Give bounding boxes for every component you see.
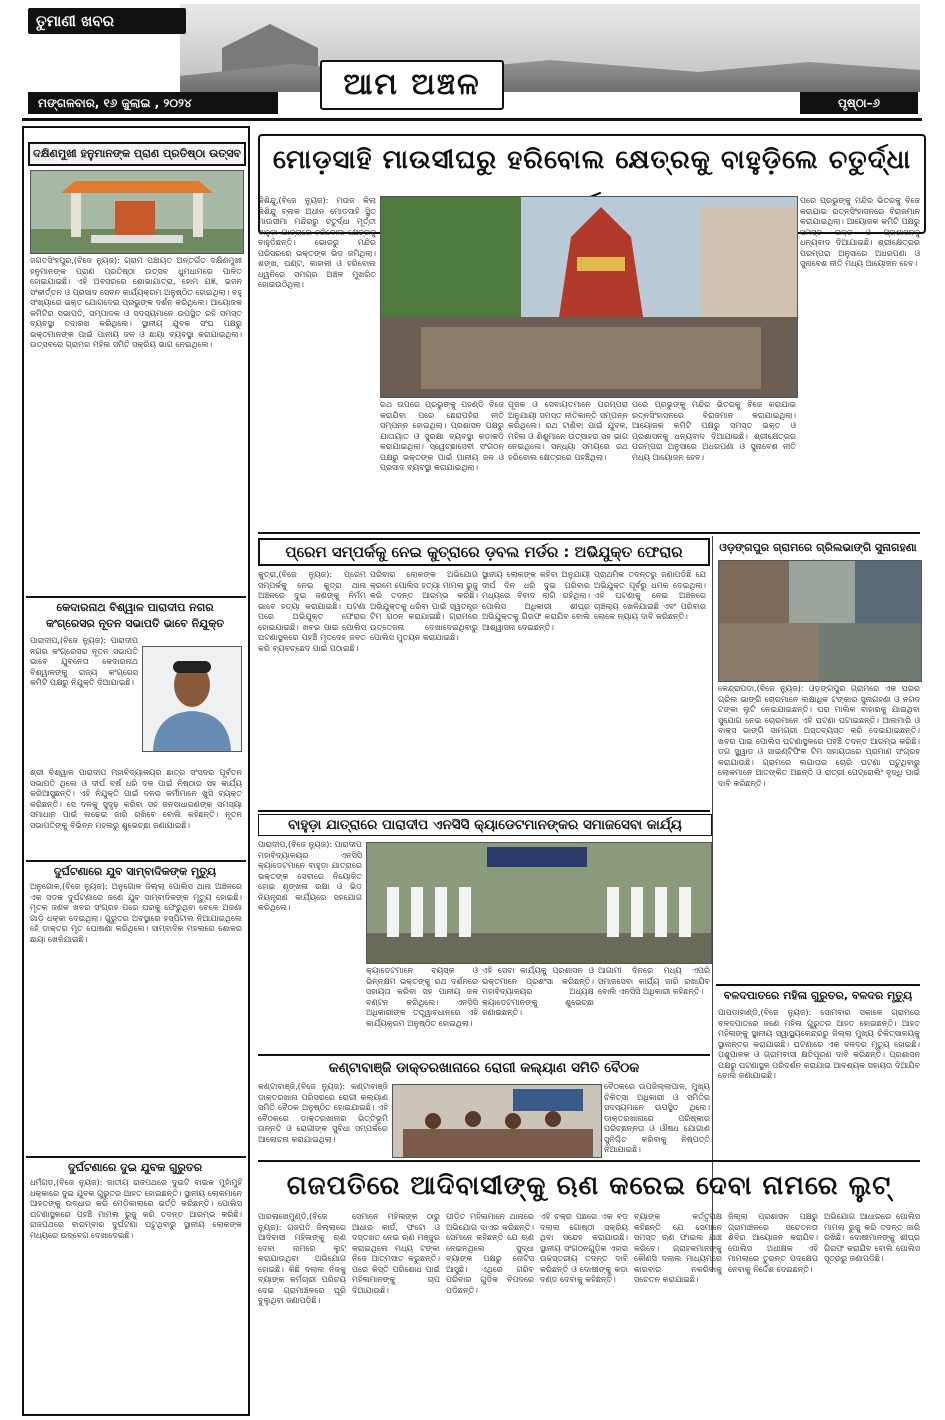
ncc-article-col2: କ୍ୟାଡେଟମାନେ ବୟସ୍କ ଓ ଭିନ୍ନକ୍ଷମ ଭକ୍ତଙ୍କୁ ରଥ ଦର୍ଶନରେ ସହାୟତା କରିବା ସହ ପାନୀୟ ଜଳ ବଣ୍ଟନ କରିଥିଲେ। ଏନସିସି ଅଧିକାରୀଙ୍କ ତତ୍ତ୍ୱାବଧାନରେ ଏହି କାର୍ଯ୍ୟକ୍ରମ ଅନୁଷ୍ଠିତ ହୋଇଥିଲା।	[366, 966, 478, 1028]
theft-headline: ଓଡ଼ଙ୍ଗପୁର ଗ୍ରାମରେ ଗ୍ରିଲଭାଙ୍ଗି ସୁନାଗହଣା	[719, 541, 917, 554]
ncc-article-col3: ଏହି ସେବା କାର୍ଯ୍ୟକୁ ପ୍ରଶାସନ ଓ ଭକ୍ତମାନେ ପ୍ରଶଂସା କରିଛନ୍ତି। ମହାବିଦ୍ୟାଳୟର ଅଧ୍ୟକ୍ଷ କ୍ୟାଡେଟମାନଙ୍କୁ ଶୁଭେଚ୍ଛା ଜଣାଇଛନ୍ତି।	[482, 966, 594, 1017]
section-rule	[26, 1156, 246, 1158]
hospital-headline: କଣ୍ଟାବାଞ୍ଜି ଡାକ୍ତରଖାନାରେ ରୋଗୀ କଲ୍ୟାଣ ସମିତି ବୈଠକ	[328, 1060, 640, 1076]
portrait-graphic	[143, 647, 241, 751]
lead-article-col4: ପରେ ପ୍ରଭୁଙ୍କୁ ମନ୍ଦିର ଭିତରକୁ ବିଜେ କରାଯାଇ ରତ୍ନସିଂହାସନରେ ବିରାଜମାନ କରାଯାଇଥିଲା। ଆୟୋଜକ କମିଟି ପକ୍ଷରୁ ସମସ୍ତ ଭକ୍ତ ଓ ପ୍ରଶାସନକୁ ଧନ୍ୟବାଦ ଦିଆଯାଇଛି। ଶ୍ରୀକ୍ଷେତ୍ରର ପରମ୍ପରା ଅନୁସାରେ ଅଧରପଣା ଓ ସୁନାବେଶ ନୀତି ମଧ୍ୟ ଆୟୋଜନ ହେବ।	[632, 400, 796, 462]
kedar-article-lead: ପାରାଦୀପ,(ବିଜେ ନ୍ୟୁଜ): ପାରାଦୀପ ନଗର କଂଗ୍ରେସର ନୂତନ ସଭାପତି ଭାବେ ଯୁବନେତା କେଦାରନାଥ ବିଶ୍ୱାଳଙ୍କୁ ରାଜ୍ୟ କଂଗ୍ରେସ କମିଟି ପକ୍ଷରୁ ନିଯୁକ୍ତି ଦିଆଯାଇଛି।	[30, 636, 138, 687]
accident2-article-body: ଧର୍ମଗଡ଼,(ବିଜେ ନ୍ୟୁଜ): ଜାତୀୟ ରାଜପଥରେ ଦୁଇଟି ବାଇକ ମୁହାଁମୁହିଁ ଧକ୍କାରେ ଦୁଇ ଯୁବକ ଗୁରୁତର ଆହତ ହୋଇଛନ୍ତି। ସ୍ଥାନୀୟ ଲୋକମାନେ ଆହତଙ୍କୁ ଉଦ୍ଧାର କରି ମେଡ଼ିକାଲରେ ଭର୍ତ୍ତି କରିଛନ୍ତି। ପୋଲିସ ଘଟଣାସ୍ଥଳରେ ପହଞ୍ଚି ମାମଲା ରୁଜୁ କରି ତଦନ୍ତ ଆରମ୍ଭ କରିଛି। ରାଜପଥରେ ବାରମ୍ବାର ଦୁର୍ଘଟଣା ଘଟୁଥିବାରୁ ସ୍ଥାନୀୟ ଲୋକଙ୍କ ମଧ୍ୟରେ ଉଦ୍‌ବେଗ ଦେଖାଦେଇଛି।	[30, 1178, 242, 1240]
theft-scene-photo	[718, 560, 922, 682]
gajapati-col6: ଜିଲ୍ଲା ପ୍ରଶାସନ ପକ୍ଷରୁ ଗ୍ରାମାଞ୍ଚଳରେ ସଚେତନତା ଶିବିର ଆୟୋଜନ କରାଯିବ। ପୋଲିସ ଅଧୀକ୍ଷକ ଏହି ମାମଲାରେ ତୁରନ୍ତ ପଦକ୍ଷେପ ନେବାକୁ ନିର୍ଦ୍ଦେଶ ଦେଇଛନ୍ତି।	[728, 1212, 818, 1274]
murder-article-col3: ସ୍ଥାନୀୟ ଲୋକଙ୍କ କହିବା ଅନୁଯାୟୀ ଦୀର୍ଘ ଦିନ ଧରି ଦୁଇ ପରିବାର ମଧ୍ୟରେ ବିବାଦ ଲାଗି ରହିଥିଲା। ପୋଲିସ ଅଧିକାରୀ ଶୀଘ୍ର ଅଭିଯୁକ୍ତକୁ ଗିରଫ କରାଯିବ ବୋଲି ଆଶ୍ୱାସନା ଦେଇଛନ୍ତି।	[482, 570, 590, 632]
section-title: ଆମ ଅଞ୍ଚଳ	[320, 60, 504, 110]
section-rule	[258, 1054, 710, 1056]
page-number: ପୃଷ୍ଠା–୬	[800, 92, 918, 114]
hanuman-headline: ଦକ୍ଷିଣମୁଖୀ ହନୁମାନଙ୍କ ପ୍ରାଣ ପ୍ରତିଷ୍ଠା ଉତ୍ସବ	[28, 142, 246, 166]
hospital-article-col2: ବୈଠକରେ ଉପଜିଲ୍ଲାପାଳ, ମୁଖ୍ୟ ଚିକିତ୍ସା ଅଧିକାରୀ ଓ ସମିତିର ସଦସ୍ୟମାନେ ଉପସ୍ଥିତ ଥିଲେ। ଡାକ୍ତରଖାନାରେ ପରିଷ୍କାର ପରିଚ୍ଛନ୍ନତା ଓ ଔଷଧ ଯୋଗାଣ ସୁନିଶ୍ଚିତ କରିବାକୁ ନିଷ୍ପତ୍ତି ନିଆଯାଇଛି।	[604, 1082, 710, 1154]
ncc-headline: ବାହୁଡ଼ା ଯାତ୍ରାରେ ପାରାଦୀପ ଏନସିସି କ୍ୟାଡେଟମାନଙ୍କର ସମାଜସେବା କାର୍ଯ୍ୟ	[258, 814, 712, 836]
temple-photo-graphic	[31, 171, 243, 253]
accident1-headline: ଦୁର୍ଘଟଣାରେ ଯୁବ ସାମ୍ବାଦିକଙ୍କ ମୃତ୍ୟୁ	[53, 865, 217, 878]
gajapati-col3: ପୀଡ଼ିତ ମହିଳାମାନେ ଥାନାରେ ଅଭିଯୋଗ ଦାଏର କରିଛନ୍ତି। ସେମାନେ କହିଛନ୍ତି ଯେ ଋଣ ନେଇନଥିଲେ ସୁଦ୍ଧା ବ୍ୟାଙ୍କ ପକ୍ଷରୁ ନୋଟିସ ଆସୁଛି। ଏଥିରେ ଗରିବ ପରିବାର ଗୁଡ଼ିକ ବିପଦରେ ପଡ଼ିଛନ୍ତି।	[446, 1212, 534, 1295]
lead-article-col1: କିଶିନ୍ଦୁ,(ବିଜେ ନ୍ୟୁଜ): ମଉଜ କିଲା କିଶିନ୍ଦୁ ବ୍ଲକ ଅଧୀନ ମୋଡ଼ସାହି ସ୍ଥିତ ମାଉସୀମା ମନ୍ଦିରରୁ ଚତୁର୍ଦ୍ଧା ମୂର୍ତ୍ତୀ ବାହୁଡ଼ା ଯାତ୍ରାରେ ହରିବୋଲ କ୍ଷେତ୍ରକୁ ବାହୁଡ଼ିଛନ୍ତି। ଭୋରରୁ ମନ୍ଦିର ପରିସରରେ ଭକ୍ତଙ୍କ ଭିଡ଼ ଜମିଥିଲା। ଶଙ୍ଖ, ଘଣ୍ଟ, କାହାଳୀ ଓ ହରିବୋଲ ଧ୍ୱନିରେ ସମଗ୍ର ଅଞ୍ଚଳ ମୁଖରିତ ହୋଇଉଠିଥିଲା।	[258, 196, 376, 289]
photo-inset-spacer	[628, 204, 798, 394]
hospital-article-col1: କଣ୍ଟାବାଞ୍ଜି,(ବିଜେ ନ୍ୟୁଜ): କଣ୍ଟାବାଞ୍ଜି ଡାକ୍ତରଖାନା ପରିସରରେ ରୋଗୀ କଲ୍ୟାଣ ସମିତି ବୈଠକ ଅନୁଷ୍ଠିତ ହୋଇଯାଇଛି। ଏହି ବୈଠକରେ ଡାକ୍ତରଖାନାର ଭିତ୍ତିଭୂମି ଉନ୍ନତି ଓ ରୋଗୀଙ୍କ ସୁବିଧା ସମ୍ପର୍କରେ ଆଲୋଚନା କରାଯାଇଥିଲା।	[258, 1082, 388, 1144]
murder-article-col1: କୁତ୍ରା,(ବିଜେ ନ୍ୟୁଜ): ପ୍ରେମ ସମ୍ପର୍କକୁ ନେଇ କୁତ୍ରା ଥାନା ଅଞ୍ଚଳରେ ଦୁଇ ଜଣଙ୍କୁ ନିର୍ମମ ଭାବେ ହତ୍ୟା କରାଯାଇଛି। ଘଟଣା ପରେ ଅଭିଯୁକ୍ତ ଫେରାର ହୋଇଯାଇଛି। ଖବର ପାଇ ପୋଲିସ ଘଟଣାସ୍ଥଳରେ ପହଞ୍ଚି ମୃତଦେହ ଜବତ କରି ବ୍ୟବଚ୍ଛେଦ ପାଇଁ ପଠାଇଛି।	[258, 570, 366, 653]
section-rule	[258, 1160, 920, 1162]
masthead-artwork	[180, 4, 920, 92]
kedar-headline-line2: କଂଗ୍ରେସର ନୂତନ ସଭାପତି ଭାବେ ନିଯୁକ୍ତ	[45, 617, 225, 630]
bull-article-body: ପାପଡ଼ାହାଣ୍ଡି,(ବିଜେ ନ୍ୟୁଜ): ସୋମବାର ସକାଳେ ଗ୍ରାମରେ ବଳଦପାତରେ ଜଣେ ମହିଳା ଗୁରୁତର ଆହତ ହୋଇଛନ୍ତି। ଆହତ ମହିଳାଙ୍କୁ ସ୍ଥାନୀୟ ସ୍ୱାସ୍ଥ୍ୟକେନ୍ଦ୍ରରୁ ଜିଲ୍ଲା ମୁଖ୍ୟ ଚିକିତ୍ସାଳୟକୁ ସ୍ଥାନାନ୍ତର କରାଯାଇଛି। ଘଟଣାରେ ଏକ ବଳଦର ମୃତ୍ୟୁ ହୋଇଛି। ପଶୁପାଳକ ଓ ଗ୍ରାମବାସୀ କ୍ଷତିପୂରଣ ଦାବି କରିଛନ୍ତି। ପ୍ରଶାସନ ପକ୍ଷରୁ ଘଟଣାସ୍ଥଳ ପରିଦର୍ଶନ କରାଯାଇ ଆବଶ୍ୟକ ସହାୟତା ଦିଆଯିବ ବୋଲି ଜଣାଯାଇଛି।	[718, 1008, 920, 1080]
masthead-rule	[22, 118, 922, 121]
gajapati-headline: ଗଜପତିରେ ଆଦିବାସୀଙ୍କୁ ଋଣ କରେଇ ଦେବା ନାମରେ ଲୁଟ୍	[286, 1171, 892, 1201]
gajapati-col1: ପାରଳାଖେମୁଣ୍ଡି,(ବିଜେ ନ୍ୟୁଜ): ଗଜପତି ଜିଲ୍ଲାରେ ଆଦିବାସୀ ମହିଳାଙ୍କୁ ଋଣ ଦେବା ନାମରେ ଲୁଟ୍ କରାଯାଉଥିବା ଅଭିଯୋଗ ହୋଇଛି। କିଛି ଦଲାଲ ନିଜକୁ ବ୍ୟାଙ୍କ କର୍ମଚାରୀ ପରିଚୟ ଦେଇ ଗ୍ରାମାଞ୍ଚଳରେ ଘୂରି ବୁଲୁଥିବା ଜଣାପଡ଼ିଛି।	[258, 1212, 346, 1305]
bull-headline: ବଳଦପାତରେ ମହିଳା ଗୁରୁତର, ବଳଦର ମୃତ୍ୟୁ	[723, 989, 913, 1002]
lead-headline: ମୋଡ଼ସାହି ମାଉସୀଘରୁ ହରିବୋଲ କ୍ଷେତ୍ରକୁ ବାହୁଡ଼ିଲେ ଚତୁର୍ଦ୍ଧା	[258, 134, 926, 234]
hanuman-article-body: ଜଗତସିଂହପୁର,(ବିଜେ ନ୍ୟୁଜ): ଗ୍ରାମ ପଞ୍ଚାୟତ ଅନ୍ତର୍ଗତ ଦକ୍ଷିଣମୁଖୀ ହନୁମାନଙ୍କ ପ୍ରାଣ ପ୍ରତିଷ୍ଠା ଉତ୍ସବ ଧୁମଧାମରେ ପାଳିତ ହୋଇଯାଇଛି। ଏହି ଅବସରରେ ଶୋଭାଯାତ୍ରା, ହୋମ ଯଜ୍ଞ, ଭଜନ ସଂକୀର୍ତ୍ତନ ଓ ପ୍ରସାଦ ସେବନ କାର୍ଯ୍ୟକ୍ରମ ଅନୁଷ୍ଠିତ ହୋଇଥିଲା। ବହୁ ସଂଖ୍ୟାରେ ଭକ୍ତ ଯୋଗଦେଇ ପ୍ରଭୁଙ୍କ ଦର୍ଶନ କରିଥିଲେ। ଆୟୋଜକ କମିଟିର ସଭାପତି, ସମ୍ପାଦକ ଓ ସଦସ୍ୟମାନେ ଉପସ୍ଥିତ ରହି ସମସ୍ତ ବ୍ୟବସ୍ଥା ତଦାରଖ କରିଥିଲେ। ସ୍ଥାନୀୟ ଯୁବକ ସଂଘ ପକ୍ଷରୁ ଭକ୍ତମାନଙ୍କ ପାଇଁ ପାନୀୟ ଜଳ ଓ ଛାୟା ବ୍ୟବସ୍ଥା କରାଯାଇଥିଲା। ଉତ୍ସବରେ ଗ୍ରାମର ମହିଳା ସମିତି ସକ୍ରିୟ ଭାଗ ନେଇଥିଲେ।	[30, 256, 242, 349]
lead-article-col3: ପୂଜକ ଓ ସେବାୟତମାନେ ପରମ୍ପରା ଅନୁଯାୟୀ ସମସ୍ତ ନୀତିକାନ୍ତି ସମ୍ପନ୍ନ କରିଥିଲେ। ରଥ ଟାଣିବା ପାଇଁ ଯୁବକ, ମହିଳା ଓ ଶିଶୁମାନେ ଉତ୍ସାହର ସହ ଭାଗ ନେଇଥିଲେ। ସନ୍ଧ୍ୟା ସମୟରେ ରଥ ହରିବୋଲ କ୍ଷେତ୍ରରେ ପହଞ୍ଚିଥିଲା।	[508, 400, 628, 462]
gajapati-col7: ଅଭିଯୋଗ ଆଧାରରେ ପୋଲିସ ମାମଲା ରୁଜୁ କରି ତଦନ୍ତ ଜାରି ରଖିଛି। ଦୋଷୀମାନଙ୍କୁ ଶୀଘ୍ର ଗିରଫ କରାଯିବ ବୋଲି ପୋଲିସ ସୂତ୍ରରୁ ଜଣାପଡ଼ିଛି।	[824, 1212, 920, 1263]
hospital-meeting-photo	[392, 1084, 602, 1158]
kedar-headline-line1: କେଦାରନାଥ ବିଶ୍ୱାଳ ପାରାଦୀପ ନଗର	[56, 601, 214, 614]
ncc-article-col1: ପାରାଦୀପ,(ବିଜେ ନ୍ୟୁଜ): ପାରାଦୀପ ମହାବିଦ୍ୟାଳୟର ଏନସିସି କ୍ୟାଡେଟମାନେ ବାହୁଡ଼ା ଯାତ୍ରାରେ ଭକ୍ତଙ୍କ ସେବାରେ ନିୟୋଜିତ ହୋଇ ଶୃଙ୍ଖଳା ରକ୍ଷା ଓ ଭିଡ଼ ନିୟନ୍ତ୍ରଣ କାର୍ଯ୍ୟରେ ସହଯୋଗ କରିଥିଲେ।	[258, 840, 362, 912]
accident1-article-body: ଅନୁଗୋଳ,(ବିଜେ ନ୍ୟୁଜ): ଅନୁଗୋଳ ଜିଲ୍ଲା ପୋଲିସ ଥାନା ଅଞ୍ଚଳରେ ଏକ ସଡ଼କ ଦୁର୍ଘଟଣାରେ ଜଣେ ଯୁବ ସାମ୍ବାଦିକଙ୍କ ମୃତ୍ୟୁ ହୋଇଛି। ମୃତକ ଜଣକ ଖବର ସଂଗ୍ରହ ପରେ ଘରକୁ ଫେରୁଥିବା ବେଳେ ଅଜଣା ଗାଡ଼ି ଧକ୍କା ଦେଇଥିଲା। ଗୁରୁତର ଅବସ୍ଥାରେ ହସ୍ପିଟାଲ ନିଆଯାଇଥିଲେ ହେଁ ଡାକ୍ତର ମୃତ ଘୋଷଣା କରିଥିଲେ। ସାମ୍ବାଦିକ ମହଲରେ ଶୋକର ଛାୟା ଖେଳିଯାଇଛି।	[30, 882, 242, 944]
murder-article-col4: ପ୍ରାଥମିକ ତଦନ୍ତରୁ ଜଣାପଡ଼ିଛି ଯେ ଅଭିଯୁକ୍ତ ପୂର୍ବରୁ ଧମକ ଦେଇଥିଲା। ଏହି ଘଟଣାକୁ ନେଇ ଅଞ୍ଚଳରେ ଚାଞ୍ଚଲ୍ୟ ଖେଳିଯାଇଛି ଏବଂ ପରିବାର ଲୋକେ ନ୍ୟାୟ ଦାବି କରିଛନ୍ତି।	[594, 570, 706, 621]
gajapati-col5: ବ୍ୟାଙ୍କ କର୍ତ୍ତୃପକ୍ଷ କହିଛନ୍ତି ଯେ ସେମାନେ ସମସ୍ତ ଋଣ ଫାଇଲ ଯାଞ୍ଚ କରିବେ। ଗ୍ରାହକମାନଙ୍କୁ କୌଣସି ଦଲାଲ ମାଧ୍ୟମରେ କାରବାର ନକରିବାକୁ ସଚେତନ କରାଯାଇଛି।	[634, 1212, 722, 1284]
section-rule	[258, 532, 920, 534]
kedar-portrait	[142, 646, 242, 752]
lead-article-col5: ପରେ ପ୍ରଭୁଙ୍କୁ ମନ୍ଦିର ଭିତରକୁ ବିଜେ କରାଯାଇ ରତ୍ନସିଂହାସନରେ ବିରାଜମାନ କରାଯାଇଥିଲା। ଆୟୋଜକ କମିଟି ପକ୍ଷରୁ ସମସ୍ତ ଭକ୍ତ ଓ ପ୍ରଶାସନକୁ ଧନ୍ୟବାଦ ଦିଆଯାଇଛି। ଶ୍ରୀକ୍ଷେତ୍ରର ପରମ୍ପରା ଅନୁସାରେ ଅଧରପଣା ଓ ସୁନାବେଶ ନୀତି ମଧ୍ୟ ଆୟୋଜନ ହେବ।	[800, 196, 920, 268]
lead-article-col2: ରଥ ଉପରେ ପ୍ରଭୁଙ୍କୁ ପହଣ୍ଡି ବିଜେ କରାଯିବା ପରେ ଛେରାପହଁରା ନୀତି ସମ୍ପନ୍ନ ହୋଇଥିଲା। ପ୍ରଶାସନ ପକ୍ଷରୁ ଯାତାୟାତ ଓ ସୁରକ୍ଷା ବ୍ୟବସ୍ଥା କଡ଼ାକଡ଼ି କରାଯାଇଥିଲା। ସ୍ୱେଚ୍ଛାସେବୀ ସଂଗଠନ ପକ୍ଷରୁ ଭକ୍ତଙ୍କ ପାଇଁ ପାନୀୟ ଜଳ ଓ ପ୍ରସାଦ ବ୍ୟବସ୍ଥା କରାଯାଇଥିଲା।	[380, 400, 504, 472]
gajapati-col2: ସେମାନେ ମହିଳାଙ୍କ ଠାରୁ ଆଧାର କାର୍ଡ, ଫଟୋ ଓ ଦସ୍ତଖତ ନେଇ ଋଣ ମଞ୍ଜୁର କରାଇଥିଲେ ମଧ୍ୟ ଟଙ୍କା ନିଜେ ଆତ୍ମସାତ କରୁଛନ୍ତି। ପରେ କିସ୍ତି ପରିଶୋଧ ପାଇଁ ମହିଳାମାନଙ୍କୁ ଚାପ ଦିଆଯାଉଛି।	[352, 1212, 440, 1295]
publication-name: ତୁମାଣୀ ଖବର	[28, 8, 186, 34]
murder-headline: ପ୍ରେମ ସମ୍ପର୍କକୁ ନେଇ କୁତ୍ରାରେ ଡ଼ବଲ ମର୍ଡର : ଅଭିଯୁକ୍ତ ଫେରାର	[258, 538, 710, 566]
section-rule	[26, 860, 246, 862]
theft-photo-graphic	[719, 561, 921, 681]
section-rule	[716, 984, 920, 986]
ncc-article-col4: ଆଗାମୀ ଦିନରେ ମଧ୍ୟ ଏପରି ସମାଜସେବା କାର୍ଯ୍ୟ ଜାରି ରଖାଯିବ ବୋଲି ଏନସିସି ଅଧିକାରୀ କହିଛନ୍ତି।	[598, 966, 710, 996]
hanuman-temple-photo	[30, 170, 244, 254]
ncc-photo-graphic	[367, 843, 711, 963]
theft-article-body: କେନ୍ଦ୍ରାପଡ଼ା,(ବିଜେ ନ୍ୟୁଜ): ଓଡ଼ଙ୍ଗପୁର ଗ୍ରାମରେ ଏକ ଘରର ଗ୍ରିଲ ଭାଙ୍ଗି ଚୋରମାନେ ଲକ୍ଷାଧିକ ଟଙ୍କାର ସୁନାଗହଣା ଓ ନଗଦ ଟଙ୍କା ଲୁଟି ନେଇଯାଇଛନ୍ତି। ଘର ମାଲିକ ବାହାରକୁ ଯାଇଥିବା ସୁଯୋଗ ନେଇ ଚୋରମାନେ ଏହି ଘଟଣା ଘଟାଇଛନ୍ତି। ଆଲମାରି ଓ ବାକ୍ସ ଭାଙ୍ଗି ସାମଗ୍ରୀ ଅସ୍ତବ୍ୟସ୍ତ କରି ଦେଇଯାଇଛନ୍ତି। ଖବର ପାଇ ପୋଲିସ ଘଟଣାସ୍ଥଳରେ ପହଞ୍ଚି ତଦନ୍ତ ଆରମ୍ଭ କରିଛି। ଡଗ ସ୍କ୍ୱାଡ ଓ ସାଇଣ୍ଟିଫିକ ଟିମ ସହାୟତାରେ ପ୍ରମାଣ ସଂଗ୍ରହ କରାଯାଉଛି। ଗ୍ରାମରେ ଲଗାତାର ଚୋରି ଘଟଣା ଘଟୁଥିବାରୁ ଲୋକମାନେ ଆତଙ୍କିତ ଅଛନ୍ତି ଓ ରାତ୍ରୀ ପେଟ୍ରୋଲିଂ ବୃଦ୍ଧି ପାଇଁ ଦାବି କରିଛନ୍ତି।	[718, 684, 920, 788]
section-rule	[258, 810, 710, 812]
gajapati-col4: ଏହି ଚକ୍ର ପଛରେ ଏକ ବଡ଼ ଦଲାଲ ଗୋଷ୍ଠୀ ସକ୍ରିୟ ଥିବା ସନ୍ଦେହ କରାଯାଉଛି। ସ୍ଥାନୀୟ ସଂଗଠନଗୁଡ଼ିକ ଏହାର ଉଚ୍ଚସ୍ତରୀୟ ତଦନ୍ତ ଦାବି କରିଛନ୍ତି ଓ ଦୋଷୀଙ୍କୁ କଡ଼ା ଦଣ୍ଡ ଦେବାକୁ କହିଛନ୍ତି।	[540, 1212, 628, 1284]
section-rule	[26, 596, 246, 598]
ncc-cadets-photo	[366, 842, 712, 964]
kedar-article-body: ଶ୍ରୀ ବିଶ୍ୱାଳ ପାରାଦୀପ ମହାବିଦ୍ୟାଳୟର ଛାତ୍ର ସଂସଦର ପୂର୍ବତନ ସଭାପତି ଥିଲେ ଓ ଦୀର୍ଘ ବର୍ଷ ଧରି ଦଳ ପାଇଁ ନିଷ୍ଠାର ସହ କାର୍ଯ୍ୟ କରିଆସୁଛନ୍ତି। ଏହି ନିଯୁକ୍ତି ପାଇଁ ଦଳର କର୍ମୀମାନେ ଖୁସି ବ୍ୟକ୍ତ କରିଛନ୍ତି। ସେ ଦଳକୁ ସୁଦୃଢ଼ କରିବା ସହ ଜନସାଧାରଣଙ୍କ ସମସ୍ୟା ସମାଧାନ ପାଇଁ ଲଢ଼େଇ ଜାରି ରଖିବେ ବୋଲି କହିଛନ୍ତି। ନୂତନ ସଭାପତିଙ୍କୁ ବିଭିନ୍ନ ମହଲରୁ ଶୁଭେଚ୍ଛା ଜଣାଯାଇଛି।	[30, 768, 242, 830]
issue-date: ମଙ୍ଗଳବାର, ୧୬ ଜୁଲାଇ , ୨୦୨୪	[28, 92, 278, 114]
murder-article-col2: ପରିବାର ଲୋକଙ୍କ ଅଭିଯୋଗ କ୍ରମେ ପୋଲିସ ହତ୍ୟା ମାମଲା ରୁଜୁ କରି ତଦନ୍ତ ଆରମ୍ଭ କରିଛି। ଅଭିଯୁକ୍ତକୁ ଧରିବା ପାଇଁ ସ୍ୱତନ୍ତ୍ର ଟିମ ଗଠନ କରାଯାଇଛି। ଗ୍ରାମରେ ଉତ୍ତେଜନା ଦେଖାଦେଇଥିବାରୁ ପୋଲିସ ମୁତୟନ କରାଯାଇଛି।	[370, 570, 478, 642]
meeting-photo-graphic	[393, 1085, 601, 1157]
accident2-headline: ଦୁର୍ଘଟଣାରେ ଦୁଇ ଯୁବକ ଗୁରୁତର	[67, 1161, 203, 1174]
